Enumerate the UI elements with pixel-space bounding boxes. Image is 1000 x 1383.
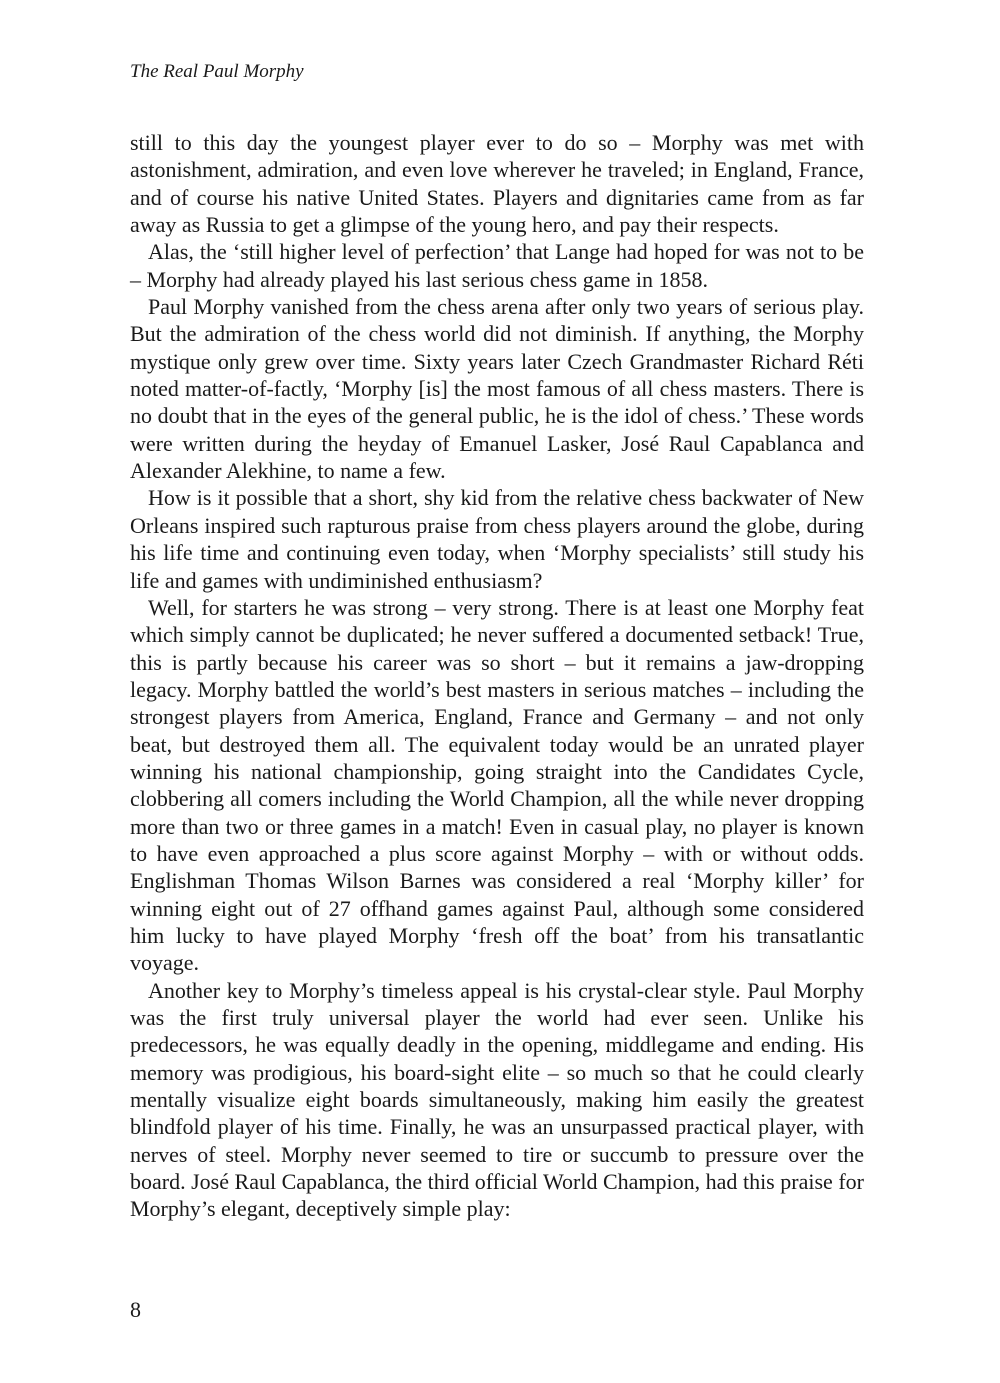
page-number: 8	[130, 1297, 141, 1322]
paragraph: Another key to Morphy’s timeless appeal is his crystal-clear style. Paul Morphy was the first truly universal player the world had ever seen. Unlike his predecessors, he was equally deadly in the opening, middlegame and ending. His memory was prodigious, his board-sight elite – so much so that he could clearly mentally visualize eight boards simultaneously, making him easily the greatest blindfold player of his time. Finally, he was an unsurpassed practical player, with nerves of steel. Morphy never seemed to tire or succumb to pressure over the board. José Raul Capablanca, the third official World Champion, had this praise for Morphy’s elegant, deceptively simple play:	[130, 977, 864, 1222]
paragraph: Alas, the ‘still higher level of perfection’ that Lange had hoped for was not to be – Morphy had already played his last serious chess game in 1858.	[130, 239, 864, 292]
paragraph: Paul Morphy vanished from the chess arena after only two years of serious play. But the admiration of the chess world did not diminish. If anything, the Morphy mystique only grew over time. Sixty years later Czech Grandmaster Richard Réti noted matter-of-factly, ‘Morphy [is] the most famous of all chess masters. There is no doubt that in the eyes of the general public, he is the idol of chess.’ These words were written during the heyday of Emanuel Lasker, José Raul Capablanca and Alexander Alekhine, to name a few.	[130, 294, 864, 484]
body-text	[130, 129, 864, 1223]
paragraph-continued: still to this day the youngest player ever to do so – Morphy was met with astonishment, admiration, and even love wherever he traveled; in England, France, and of course his native United States. Players and dignitaries came from as far away as Russia to get a glimpse of the young hero, and pay their respects.	[130, 130, 864, 238]
running-head: The Real Paul Morphy	[130, 61, 304, 82]
paragraph: Well, for starters he was strong – very strong. There is at least one Morphy feat which simply cannot be duplicated; he never suffered a documented setback! True, this is partly because his career was so short – but it remains a jaw-dropping legacy. Morphy battled the world’s best masters in serious matches – including the strongest players from America, England, France and Germany – and not only beat, but destroyed them all. The equivalent today would be an unrated player winning his national championship, going straight into the Candidates Cycle, clobbering all comers including the World Champion, all the while never dropping more than two or three games in a match! Even in casual play, no player is known to have even approached a plus score against Morphy – with or without odds. Englishman Thomas Wilson Barnes was considered a real ‘Morphy killer’ for winning eight out of 27 offhand games against Paul, although some considered him lucky to have played Morphy ‘fresh off the boat’ from his transatlantic voyage.	[130, 594, 864, 976]
paragraph: How is it possible that a short, shy kid from the relative chess backwater of New Orleans inspired such rapturous praise from chess players around the globe, during his life time and continuing even today, when ‘Morphy specialists’ still study his life and games with undiminished enthusiasm?	[130, 485, 864, 593]
